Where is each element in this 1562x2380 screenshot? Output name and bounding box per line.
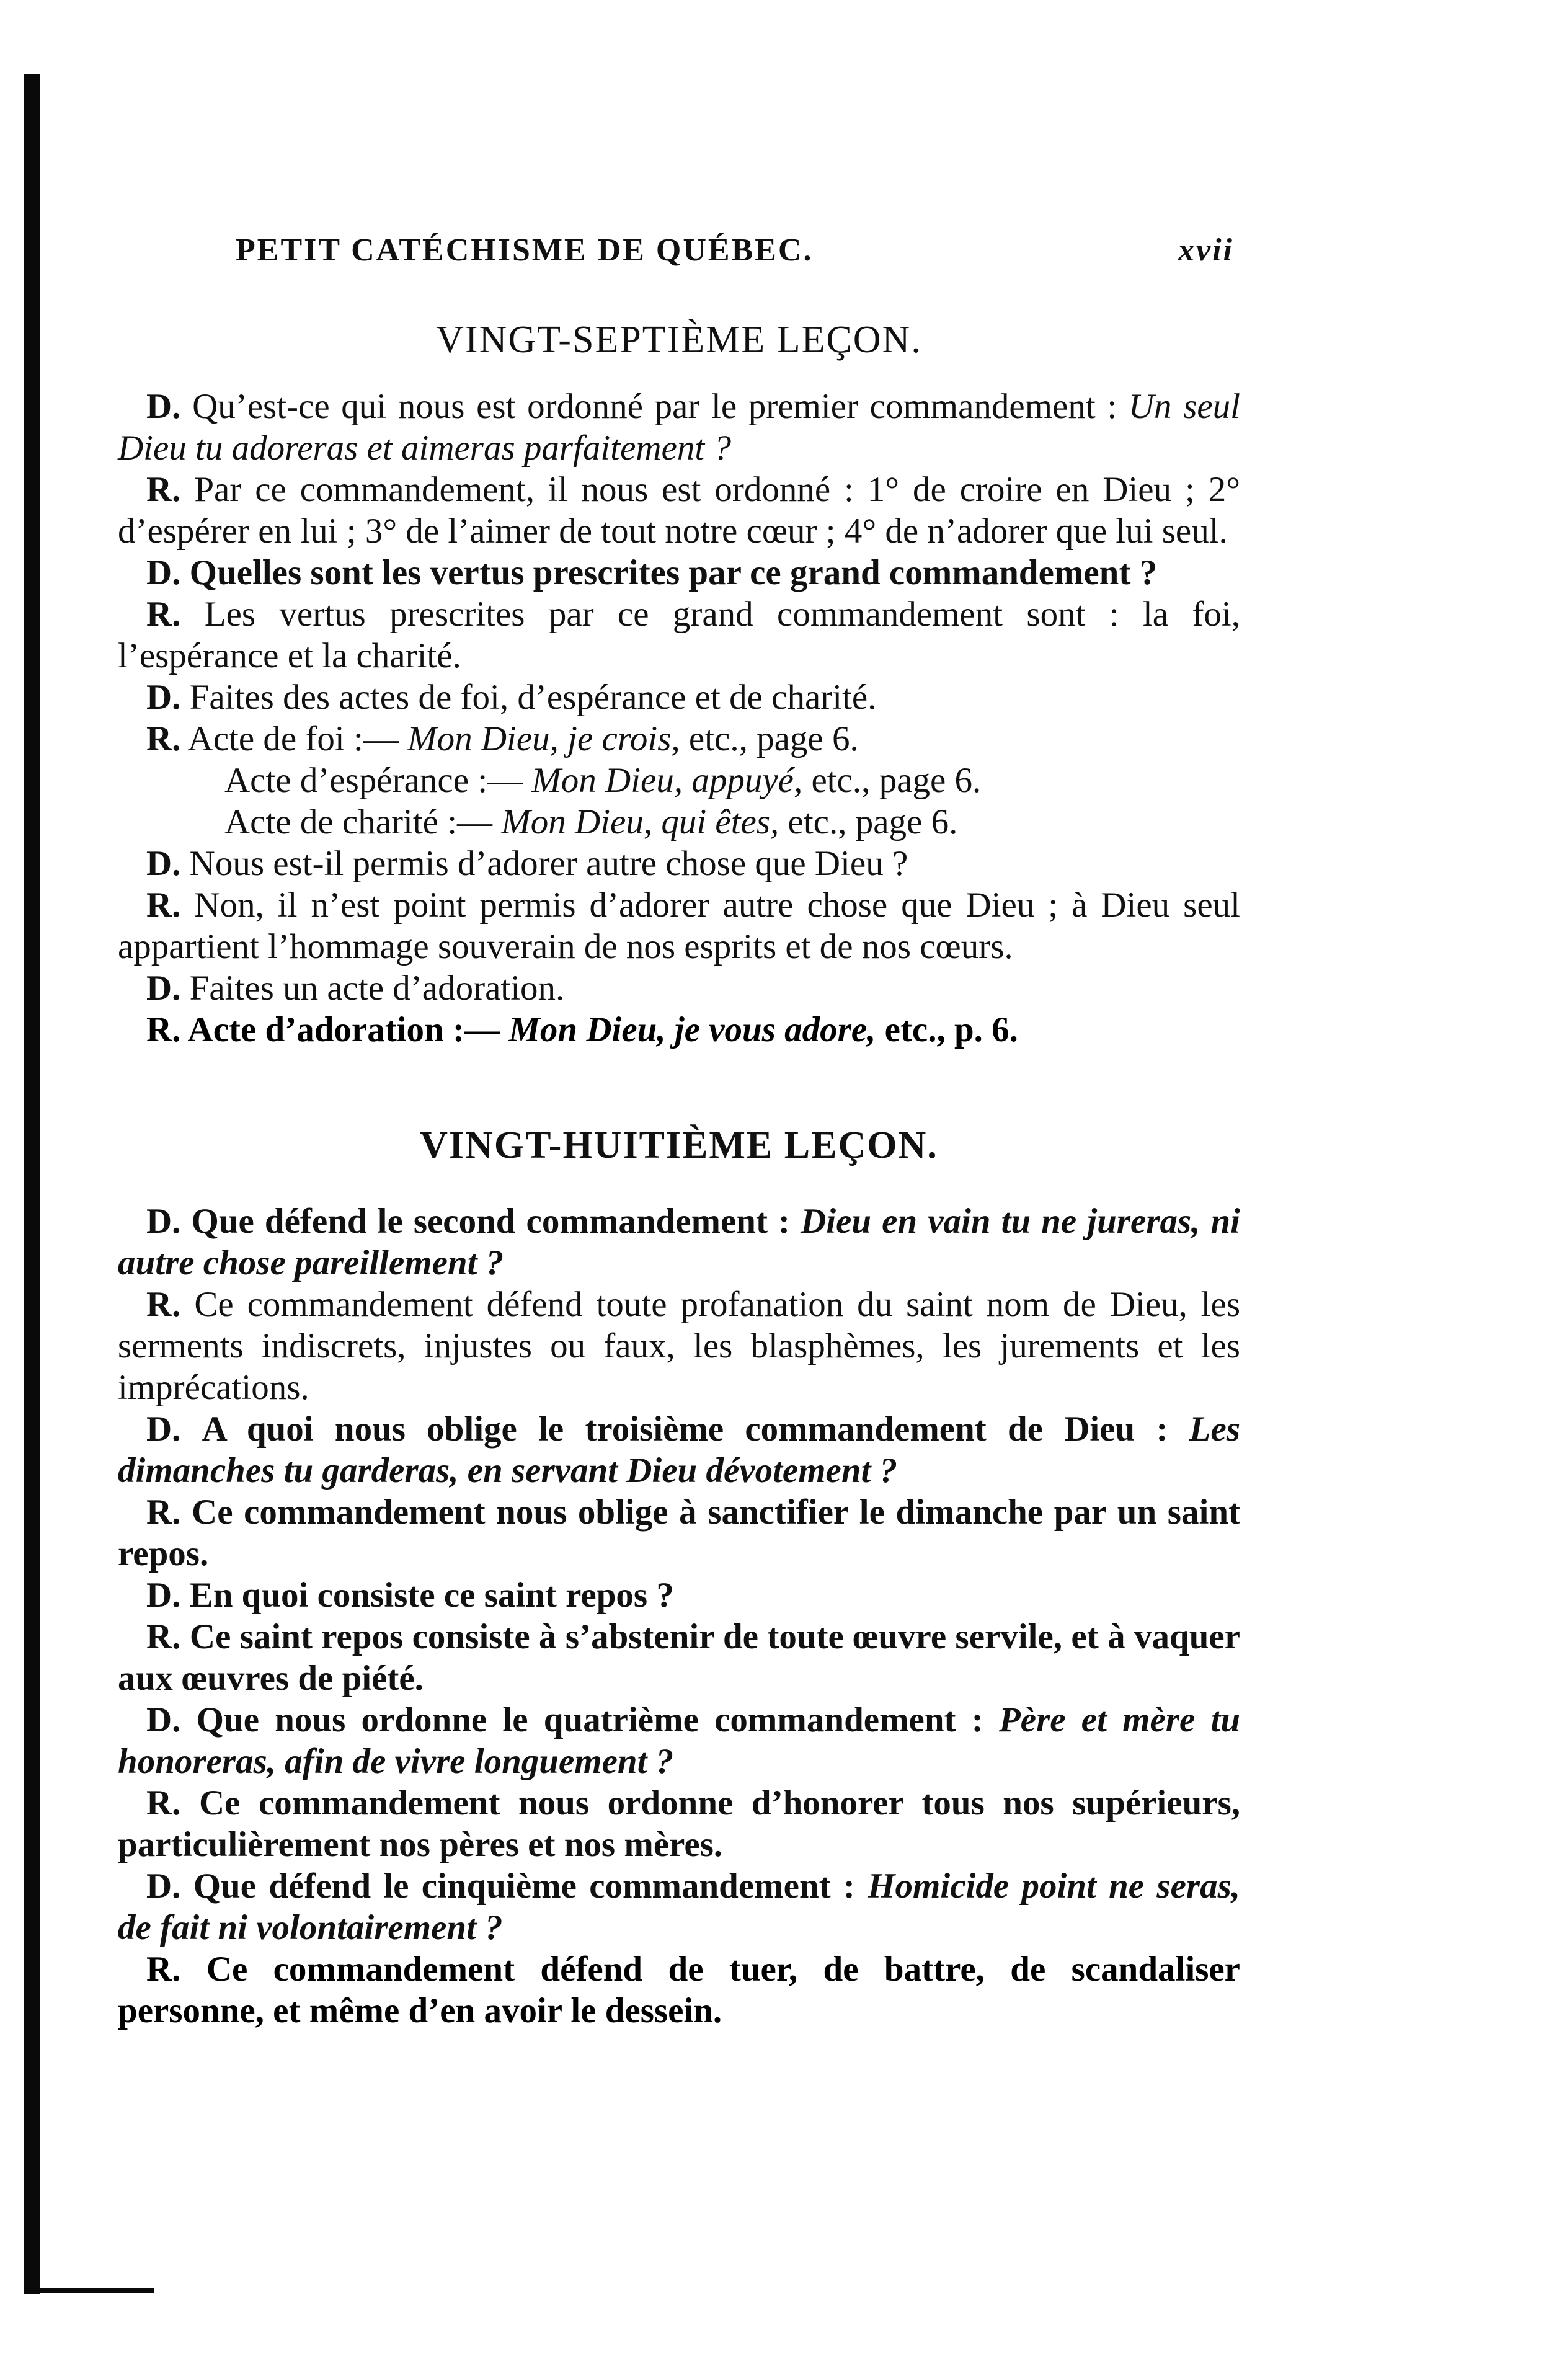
- lesson-28-question-3: [118, 1574, 1240, 1616]
- answer-text: Ce saint repos consiste à s’abstenir de toute œuvre servile, et à vaquer aux œuvres de piété.: [118, 1617, 1240, 1698]
- lesson-28-heading: VINGT-HUITIÈME LEÇON.: [420, 1124, 938, 1166]
- question-label: D.: [146, 387, 181, 426]
- answer-label: R.: [146, 470, 181, 509]
- question-label: D.: [146, 1202, 181, 1241]
- question-label: D.: [146, 1700, 181, 1739]
- answer-label: R.: [146, 1493, 181, 1532]
- question-label: D.: [146, 844, 181, 883]
- scan-foot-mark: [24, 2288, 154, 2293]
- question-text: Quelles sont les vertus prescrites par ce grand commandement ?: [189, 553, 1158, 592]
- act-reference: etc., page 6.: [788, 802, 958, 841]
- page-number: xvii: [1178, 233, 1234, 268]
- lesson-27-question-4: [118, 843, 1240, 884]
- lesson-28-question-2: [118, 1408, 1240, 1491]
- act-reference: etc., p. 6.: [884, 1010, 1018, 1049]
- answer-label: R.: [146, 886, 181, 925]
- lesson-27-answer-1: [118, 469, 1240, 552]
- act-reference: etc., page 6.: [688, 719, 859, 758]
- question-text: A quoi nous oblige le troisième commandement de Dieu :: [202, 1410, 1168, 1449]
- answer-label: R.: [146, 1950, 181, 1989]
- lesson-27-question-3: [118, 677, 1240, 718]
- act-incipit: Mon Dieu, qui êtes,: [501, 802, 779, 841]
- act-incipit: Mon Dieu, je crois,: [407, 719, 680, 758]
- question-label: D.: [146, 553, 181, 592]
- lesson-27-answer-4: [118, 884, 1240, 967]
- running-head: [118, 229, 1240, 285]
- lesson-28-answer-4: [118, 1782, 1240, 1865]
- act-title: Acte d’espérance :—: [224, 761, 523, 800]
- question-text: Que nous ordonne le quatrième commandement :: [196, 1700, 983, 1739]
- lesson-28-answer-3: [118, 1616, 1240, 1699]
- question-label: D.: [146, 1867, 181, 1906]
- question-text: Faites des actes de foi, d’espérance et de charité.: [189, 678, 877, 717]
- commandment-quote: Père et mère tu honoreras, afin de vivre longuement ?: [118, 1700, 1241, 1781]
- answer-text: Ce commandement défend toute profanation du saint nom de Dieu, les serments indiscrets, injustes ou faux, les blasphèmes, les jurements et les imprécations.: [118, 1285, 1240, 1407]
- question-text: Que défend le cinquième commandement :: [193, 1867, 855, 1906]
- answer-label: R.: [146, 1285, 181, 1324]
- lesson-28-question-5: [118, 1865, 1240, 1948]
- lesson-28-answer-5: [118, 1948, 1240, 2031]
- answer-text: Non, il n’est point permis d’adorer autre chose que Dieu ; à Dieu seul appartient l’hommage souverain de nos esprits et de nos cœurs.: [118, 886, 1240, 966]
- lesson-28-answer-2: [118, 1491, 1240, 1574]
- question-label: D.: [146, 678, 181, 717]
- question-label: D.: [146, 969, 181, 1008]
- lesson-27-answer-3-act-hope: [118, 760, 1240, 801]
- lesson-27-question-5: [118, 967, 1240, 1009]
- lesson-28-question-4: [118, 1699, 1240, 1782]
- answer-label: R.: [146, 1010, 181, 1049]
- act-reference: etc., page 6.: [811, 761, 982, 800]
- answer-text: Ce commandement nous ordonne d’honorer tous nos supérieurs, particulièrement nos pères et nos mères.: [118, 1783, 1240, 1864]
- question-text: Faites un acte d’adoration.: [189, 969, 565, 1008]
- lesson-27-question-1: [118, 386, 1240, 469]
- answer-label: R.: [146, 719, 181, 758]
- lesson-28-answer-1: [118, 1284, 1240, 1408]
- commandment-quote: Homicide point ne seras, de fait ni volontairement ?: [118, 1867, 1240, 1947]
- running-head-title: PETIT CATÉCHISME DE QUÉBEC.: [236, 233, 814, 268]
- act-title: Acte d’adoration :—: [187, 1010, 500, 1049]
- lesson-27-heading: VINGT-SEPTIÈME LEÇON.: [436, 319, 922, 361]
- question-label: D.: [146, 1576, 181, 1615]
- answer-text: Les vertus prescrites par ce grand commandement sont : la foi, l’espérance et la charité.: [118, 595, 1241, 675]
- act-incipit: Mon Dieu, je vous adore,: [508, 1010, 876, 1049]
- question-text: Nous est-il permis d’adorer autre chose que Dieu ?: [189, 844, 908, 883]
- lesson-28-question-1: [118, 1201, 1240, 1284]
- lesson-27-answer-3-act-charity: [118, 801, 1240, 843]
- answer-label: R.: [146, 1617, 181, 1656]
- book-page: [118, 229, 1240, 2031]
- question-text: Que défend le second commandement :: [191, 1202, 791, 1241]
- scan-binding-edge: [24, 74, 40, 2294]
- answer-text: Ce commandement défend de tuer, de battre, de scandaliser personne, et même d’en avoir le dessein.: [118, 1950, 1240, 2030]
- lesson-27-answer-3-act-faith: [118, 718, 1240, 760]
- lesson-27-question-2: [118, 552, 1240, 593]
- answer-label: R.: [146, 595, 181, 634]
- act-title: Acte de charité :—: [224, 802, 493, 841]
- lesson-27-answer-2: [118, 593, 1240, 677]
- answer-label: R.: [146, 1783, 181, 1823]
- answer-text: Par ce commandement, il nous est ordonné : 1° de croire en Dieu ; 2° d’espérer en lui ; 3° de l’aimer de tout notre cœur ; 4° de n’adorer que lui seul.: [118, 470, 1241, 551]
- question-text: Qu’est-ce qui nous est ordonné par le premier commandement :: [192, 387, 1117, 426]
- commandment-quote: Dieu en vain tu ne jureras, ni autre chose pareillement ?: [118, 1202, 1240, 1282]
- question-label: D.: [146, 1410, 181, 1449]
- commandment-quote: Les dimanches tu garderas, en servant Dieu dévotement ?: [118, 1410, 1241, 1490]
- question-text: En quoi consiste ce saint repos ?: [189, 1576, 674, 1615]
- act-incipit: Mon Dieu, appuyé,: [531, 761, 803, 800]
- lesson-27-answer-5: [118, 1009, 1240, 1050]
- answer-text: Ce commandement nous oblige à sanctifier le dimanche par un saint repos.: [118, 1493, 1240, 1573]
- commandment-quote: Un seul Dieu tu adoreras et aimeras parfaitement ?: [118, 387, 1241, 468]
- act-title: Acte de foi :—: [187, 719, 399, 758]
